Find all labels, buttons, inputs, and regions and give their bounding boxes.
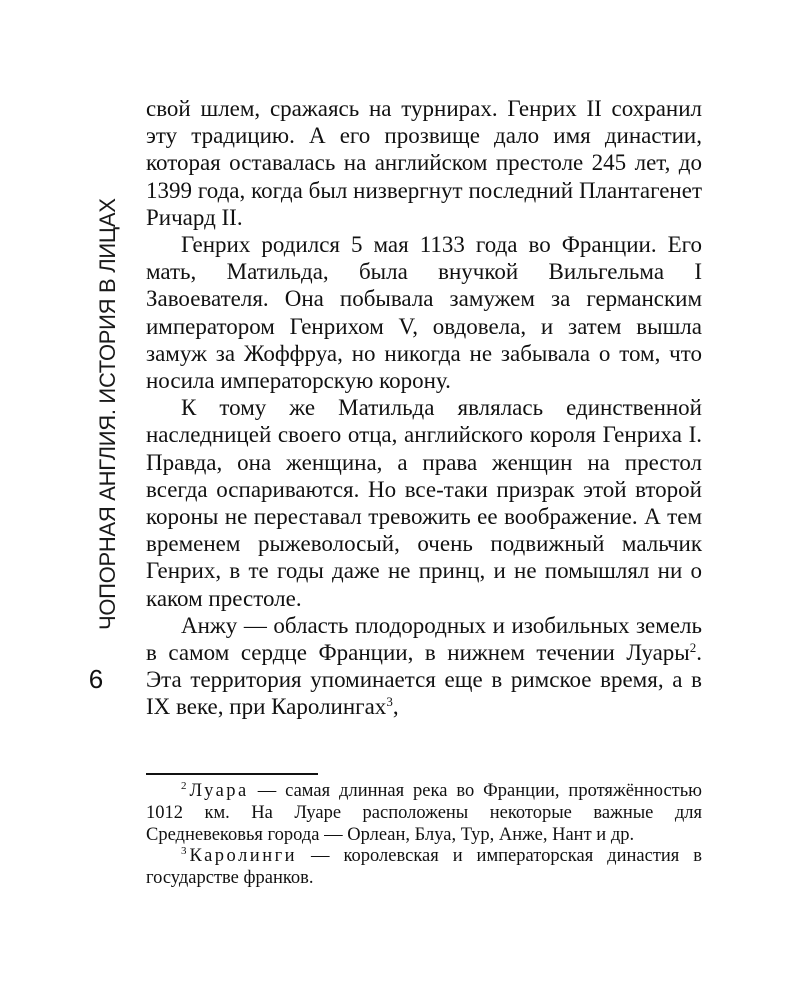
footnotes	[146, 781, 702, 890]
footnote-3	[146, 846, 702, 890]
footnote-divider	[146, 773, 318, 775]
paragraph-4-text-b: . Эта территория упоминается еще в римское время, а в IX веке, при Каролингах	[146, 640, 702, 720]
footnote-ref-3: 3	[386, 694, 393, 710]
page-number: 6	[88, 664, 104, 694]
paragraph-3: К тому же Матильда являлась единственной наследницей своего отца, английского короля Генриха I. Правда, она женщина, а права женщин на престол всегда оспариваются. Но все-таки призрак этой второй короны не переставал тревожить ее воображение. А тем временем рыжеволосый, очень подвижный мальчик Генрих, в те годы даже не принц, и не помышлял ни о каком престоле.	[146, 395, 702, 611]
footnote-term: Каролинги	[189, 846, 298, 867]
footnote-2	[146, 781, 702, 846]
paragraph-1: свой шлем, сражаясь на турнирах. Генрих II сохранил эту традицию. А его прозвище дало имя династии, которая оставалась на английском престоле 245 лет, до 1399 года, когда был низвергнут последний Плантагенет Ричард II.	[146, 96, 702, 230]
footnote-ref-2: 2	[689, 640, 697, 656]
footnote-mark: 2	[181, 780, 187, 792]
paragraph-2: Генрих родился 5 мая 1133 года во Франции. Его мать, Матильда, была внучкой Вильгельма I Завоевателя. Она побывала замужем за германским императором Генрихом V, овдовела, и затем вышла замуж за Жоффруа, но никогда не забывала о том, что носила императорскую корону.	[146, 232, 702, 394]
footnote-text: — королевская и императорская династия в государстве франков.	[146, 846, 702, 889]
footnote-term: Луара	[189, 781, 249, 801]
paragraph-4	[146, 612, 702, 721]
running-header: ЧОПОРНАЯ АНГЛИЯ. ИСТОРИЯ В ЛИЦАХ	[95, 198, 120, 630]
paragraph-4-text-a: Анжу — область плодородных и изобильных земель в самом сердце Франции, в нижнем течении Луары	[146, 612, 702, 666]
footnote-text: — самая длинная река во Франции, протяжённостью 1012 км. На Луаре расположены некоторые важные для Средневековья города — Орлеан, Блуа, Тур, Анже, Нант и др.	[146, 781, 702, 845]
paragraph-4-text-c: ,	[392, 694, 399, 720]
main-text	[146, 95, 702, 721]
footnote-mark: 3	[181, 845, 187, 858]
